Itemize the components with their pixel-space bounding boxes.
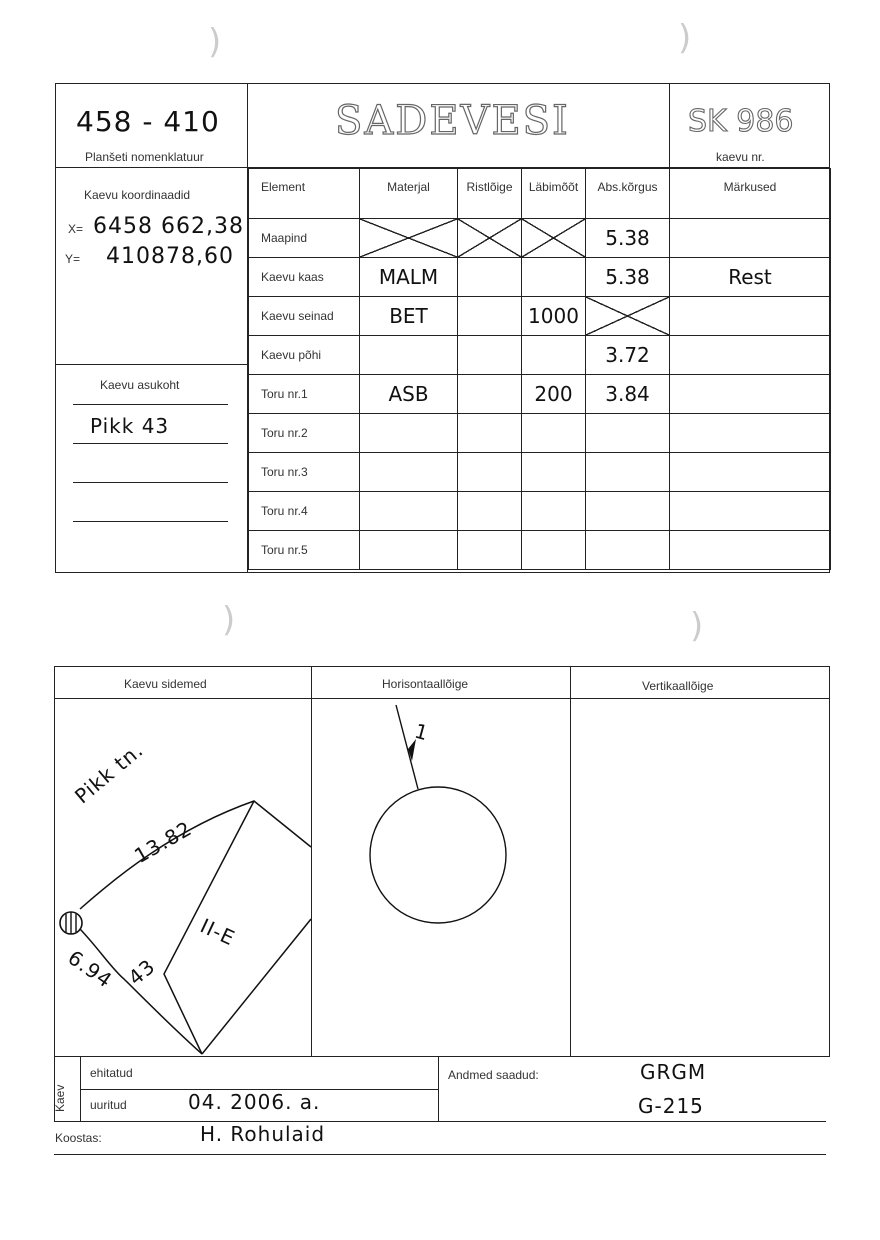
surveyed-label: uuritud [90, 1098, 127, 1112]
panel-vertical-label: Vertikaallõige [642, 679, 714, 693]
location-value: Pikk 43 [90, 414, 170, 438]
table-cell-notes [670, 453, 831, 492]
punch-hole-mark: ) [690, 606, 704, 646]
table-row [249, 297, 831, 336]
site-sketch [54, 699, 311, 1056]
table-header-cell: Abs.kõrgus [586, 169, 670, 219]
data-source-value-2: G-215 [638, 1094, 704, 1118]
table-cell-height [586, 375, 670, 414]
house-number: 43 [123, 953, 160, 991]
table-header-row [249, 169, 831, 219]
table-cell-diameter [522, 414, 586, 453]
table-header-cell: Materjal [360, 169, 458, 219]
table-row [249, 531, 831, 570]
table-cell-notes [670, 492, 831, 531]
table-cell-material [360, 531, 458, 570]
plan-number: 458 - 410 [76, 105, 220, 138]
table-row [249, 258, 831, 297]
panel-horizontal-label: Horisontaallõige [382, 677, 469, 691]
table-cell-height [586, 414, 670, 453]
y-prefix: Y= [65, 252, 81, 266]
table-value-height: 5.38 [605, 265, 650, 289]
table-cell-element: Toru nr.1 [249, 375, 360, 414]
data-source-value-1: GRGM [640, 1060, 707, 1084]
table-cell-notes [670, 531, 831, 570]
author-label: Koostas: [55, 1131, 102, 1145]
table-header-cell: Element [249, 169, 360, 219]
table-cell-height [586, 297, 670, 336]
well-circle [370, 787, 506, 923]
table-value-height: 5.38 [605, 226, 650, 250]
x-coordinate: 6458 662,38 [93, 214, 244, 239]
dimension-1: 13.82 [130, 816, 197, 868]
north-arrow-line [396, 705, 418, 789]
table-cell-diameter [522, 492, 586, 531]
table-cell-material [360, 258, 458, 297]
table-cell-element: Toru nr.4 [249, 492, 360, 531]
table-value-material: BET [389, 304, 428, 328]
coords-label: Kaevu koordinaadid [84, 188, 191, 202]
table-cell-material [360, 219, 458, 258]
table-cell-diameter [522, 336, 586, 375]
table-cell-diameter [522, 531, 586, 570]
table-cell-notes [670, 219, 831, 258]
table-value-height: 3.72 [605, 343, 650, 367]
table-cell-element: Kaevu seinad [249, 297, 360, 336]
table-cell-diameter [522, 453, 586, 492]
table-row [249, 375, 831, 414]
table-cell-notes [670, 414, 831, 453]
table-cell-section [458, 336, 522, 375]
table-header-cell: Märkused [670, 169, 831, 219]
well-number: SK 986 [688, 104, 794, 139]
table-cell-notes [670, 375, 831, 414]
well-data-table [248, 168, 831, 570]
dimension-2: 6.94 [63, 945, 118, 993]
table-row [249, 219, 831, 258]
floors-label: II-E [196, 913, 240, 951]
table-cell-material [360, 414, 458, 453]
table-cell-section [458, 375, 522, 414]
table-value-diameter: 200 [534, 382, 573, 406]
table-row [249, 336, 831, 375]
table-cell-height [586, 219, 670, 258]
table-row [249, 414, 831, 453]
plan-label: Planšeti nomenklatuur [85, 150, 204, 164]
surveyed-value: 04. 2006. a. [188, 1090, 321, 1114]
table-cell-element: Maapind [249, 219, 360, 258]
table-value-notes: Rest [728, 265, 772, 289]
table-cell-element: Toru nr.5 [249, 531, 360, 570]
well-number-label: kaevu nr. [716, 150, 765, 164]
table-cell-height [586, 492, 670, 531]
table-header-cell: Läbimõõt [522, 169, 586, 219]
table-cell-section [458, 531, 522, 570]
y-coordinate: 410878,60 [106, 244, 234, 269]
table-cell-section [458, 258, 522, 297]
author-value: H. Rohulaid [200, 1122, 326, 1146]
table-cell-element: Toru nr.3 [249, 453, 360, 492]
table-cell-notes [670, 258, 831, 297]
table-cell-section [458, 492, 522, 531]
table-cell-section [458, 297, 522, 336]
kaev-label: Kaev [53, 1084, 67, 1112]
table-value-material: ASB [388, 382, 429, 406]
table-cell-material [360, 297, 458, 336]
north-mark: 1 [412, 718, 432, 746]
table-value-height: 3.84 [605, 382, 650, 406]
location-label: Kaevu asukoht [100, 378, 180, 392]
table-cell-material [360, 453, 458, 492]
table-value-diameter: 1000 [528, 304, 579, 328]
table-cell-material [360, 492, 458, 531]
table-row [249, 492, 831, 531]
punch-hole-mark: ) [678, 18, 692, 58]
table-row [249, 453, 831, 492]
horizontal-section-drawing [312, 699, 570, 1056]
punch-hole-mark: ) [208, 22, 222, 62]
table-cell-height [586, 336, 670, 375]
table-cell-diameter [522, 258, 586, 297]
table-cell-element: Toru nr.2 [249, 414, 360, 453]
table-cell-height [586, 453, 670, 492]
x-prefix: X= [68, 222, 84, 236]
table-cell-diameter [522, 375, 586, 414]
table-cell-notes [670, 297, 831, 336]
table-cell-height [586, 258, 670, 297]
table-cell-section [458, 453, 522, 492]
street-label: Pikk tn. [70, 737, 148, 809]
table-cell-notes [670, 336, 831, 375]
table-cell-element: Kaevu kaas [249, 258, 360, 297]
table-cell-diameter [522, 297, 586, 336]
table-value-material: MALM [378, 265, 439, 289]
form-title: SADEVESI [335, 98, 570, 144]
table-cell-diameter [522, 219, 586, 258]
table-cell-section [458, 219, 522, 258]
data-source-label: Andmed saadud: [448, 1068, 539, 1082]
table-cell-section [458, 414, 522, 453]
punch-hole-mark: ) [222, 600, 236, 640]
table-cell-material [360, 336, 458, 375]
panel-connections-label: Kaevu sidemed [124, 677, 207, 691]
table-cell-height [586, 531, 670, 570]
table-cell-material [360, 375, 458, 414]
table-header-cell: Ristlõige [458, 169, 522, 219]
built-label: ehitatud [90, 1066, 133, 1080]
table-cell-element: Kaevu põhi [249, 336, 360, 375]
